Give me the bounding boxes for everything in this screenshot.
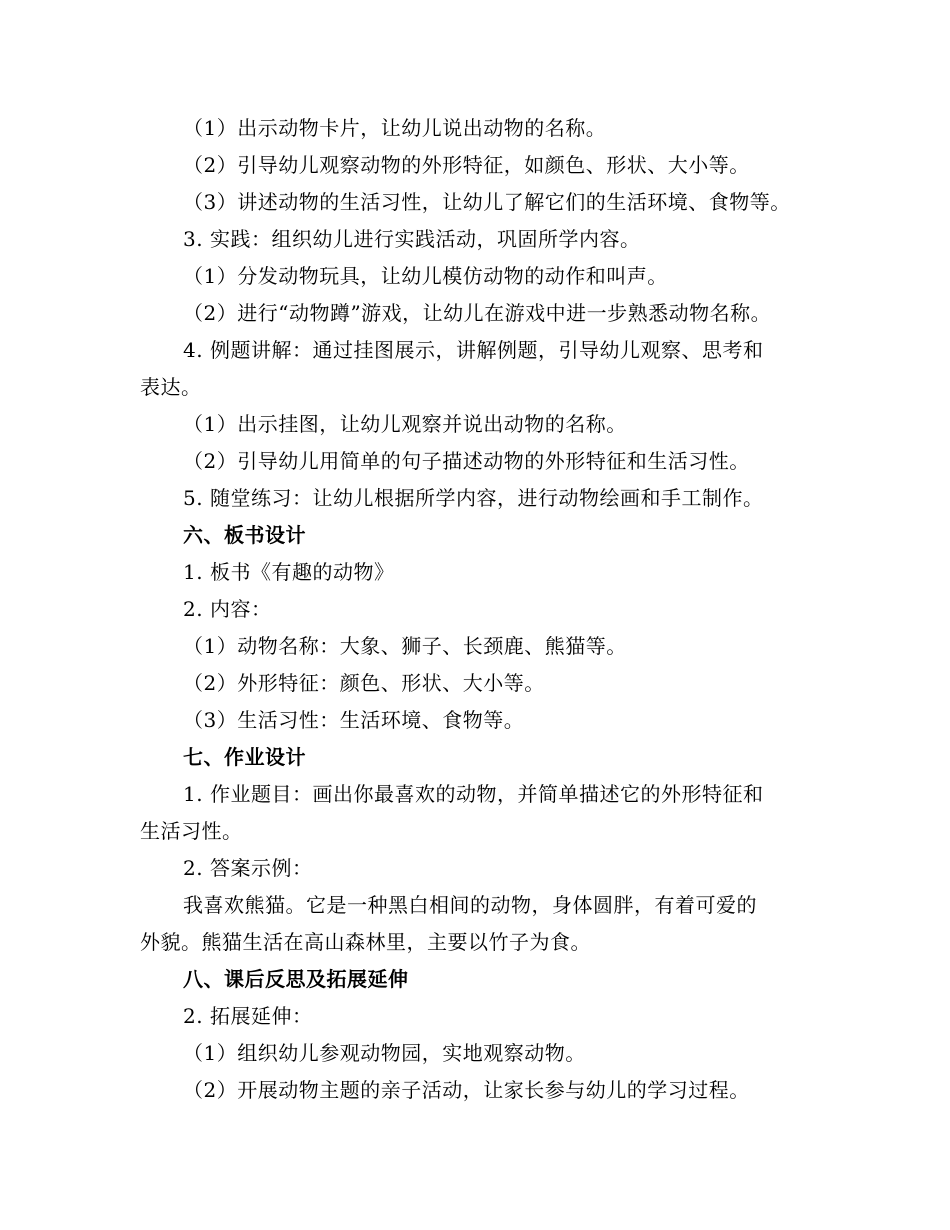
text-line: 表达。 — [140, 375, 202, 399]
text-line: （1）出示挂图，让幼儿观察并说出动物的名称。 — [183, 412, 627, 436]
text-line: 3. 实践：组织幼儿进行实践活动，巩固所学内容。 — [183, 227, 641, 251]
text-line: （1）组织幼儿参观动物园，实地观察动物。 — [183, 1041, 586, 1065]
text-line: （1）分发动物玩具，让幼儿模仿动物的动作和叫声。 — [183, 264, 668, 288]
text-line: （2）引导幼儿用简单的句子描述动物的外形特征和生活习性。 — [183, 449, 750, 473]
text-line: 我喜欢熊猫。它是一种黑白相间的动物，身体圆胖，有着可爱的 — [183, 893, 757, 917]
text-line: 2. 答案示例： — [183, 856, 313, 880]
section-heading: 八、课后反思及拓展延伸 — [183, 967, 409, 991]
section-heading: 七、作业设计 — [183, 745, 306, 769]
text-line: （1）动物名称：大象、狮子、长颈鹿、熊猫等。 — [183, 634, 627, 658]
text-line: （3）生活习性：生活环境、食物等。 — [183, 708, 525, 732]
text-line: （3）讲述动物的生活习性，让幼儿了解它们的生活环境、食物等。 — [183, 190, 791, 214]
text-line: （2）开展动物主题的亲子活动，让家长参与幼儿的学习过程。 — [183, 1078, 750, 1102]
text-line: 5. 随堂练习：让幼儿根据所学内容，进行动物绘画和手工制作。 — [183, 486, 764, 510]
text-line: 生活习性。 — [140, 819, 243, 843]
text-line: 外貌。熊猫生活在高山森林里，主要以竹子为食。 — [140, 930, 591, 954]
text-line: 4. 例题讲解：通过挂图展示，讲解例题，引导幼儿观察、思考和 — [183, 338, 764, 362]
section-heading: 六、板书设计 — [183, 523, 306, 547]
text-line: 2. 内容： — [183, 597, 272, 621]
text-line: （2）外形特征：颜色、形状、大小等。 — [183, 671, 545, 695]
text-line: 2. 拓展延伸： — [183, 1004, 313, 1028]
text-line: （1）出示动物卡片，让幼儿说出动物的名称。 — [183, 116, 607, 140]
text-line: 1. 板书《有趣的动物》 — [183, 560, 395, 584]
text-line: （2）引导幼儿观察动物的外形特征，如颜色、形状、大小等。 — [183, 153, 750, 177]
text-line: （2）进行“动物蹲”游戏，让幼儿在游戏中进一步熟悉动物名称。 — [183, 301, 772, 325]
text-line: 1. 作业题目：画出你最喜欢的动物，并简单描述它的外形特征和 — [183, 782, 764, 806]
